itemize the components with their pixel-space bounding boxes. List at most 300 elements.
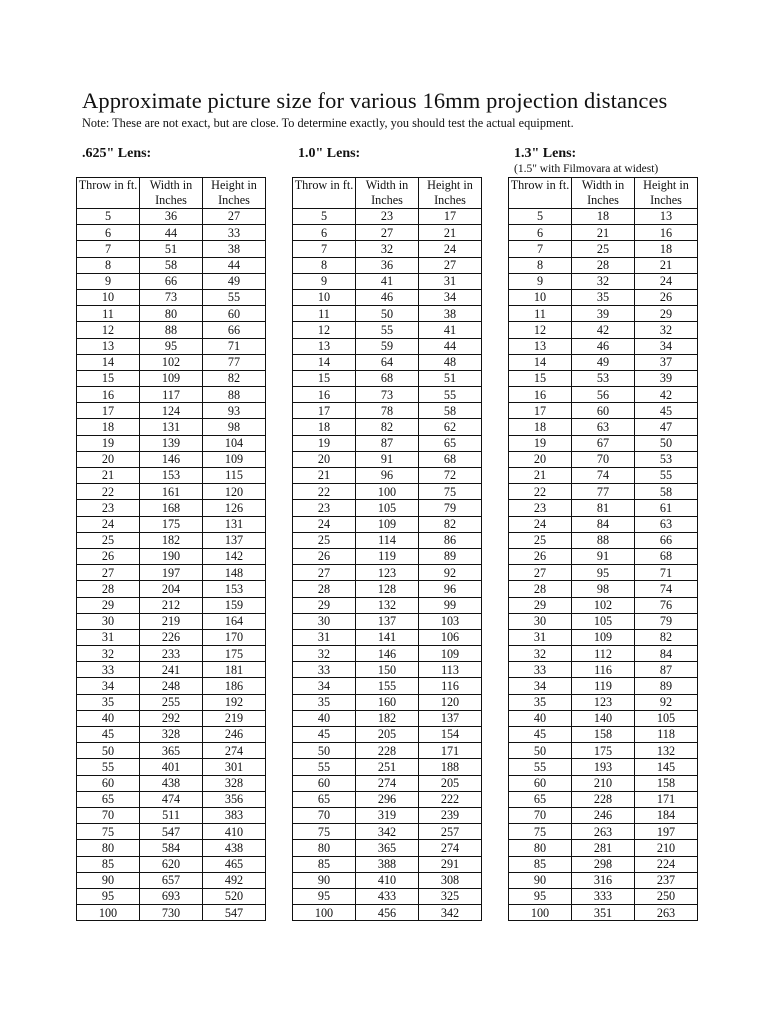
cell-width: 193 [572,759,635,775]
cell-width: 241 [140,662,203,678]
cell-throw: 55 [77,759,140,775]
cell-height: 186 [203,678,266,694]
cell-height: 188 [419,759,482,775]
table-row [293,888,482,904]
cell-width: 328 [140,727,203,743]
table-row [77,225,266,241]
cell-width: 160 [356,694,419,710]
cell-height: 26 [635,289,698,305]
lens-heading-13: 1.3" Lens: [514,146,577,161]
cell-throw: 80 [293,840,356,856]
table-row [509,856,698,872]
cell-width: 730 [140,905,203,921]
cell-throw: 19 [77,435,140,451]
cell-height: 137 [203,532,266,548]
cell-height: 171 [635,791,698,807]
cell-throw: 28 [509,581,572,597]
cell-throw: 24 [509,516,572,532]
cell-throw: 32 [509,646,572,662]
cell-width: 365 [356,840,419,856]
cell-height: 50 [635,435,698,451]
table-row [293,807,482,823]
cell-width: 46 [356,289,419,305]
table-row [509,532,698,548]
cell-throw: 85 [293,856,356,872]
cell-height: 224 [635,856,698,872]
cell-height: 171 [419,743,482,759]
cell-height: 547 [203,905,266,921]
table-row [509,888,698,904]
cell-width: 95 [572,565,635,581]
cell-width: 693 [140,888,203,904]
lens-heading-625: .625" Lens: [82,146,152,161]
cell-width: 84 [572,516,635,532]
table-row [77,840,266,856]
cell-height: 16 [635,225,698,241]
cell-height: 82 [635,629,698,645]
table-row [509,370,698,386]
cell-throw: 7 [293,241,356,257]
cell-width: 168 [140,500,203,516]
table-row [77,872,266,888]
cell-height: 132 [635,743,698,759]
cell-height: 410 [203,824,266,840]
cell-width: 657 [140,872,203,888]
cell-throw: 14 [509,354,572,370]
table-row [77,435,266,451]
table-row [77,581,266,597]
cell-height: 58 [635,484,698,500]
table-row [509,807,698,823]
table-row [509,629,698,645]
table-row [293,824,482,840]
cell-height: 41 [419,322,482,338]
cell-width: 333 [572,888,635,904]
lens-subheading-13: (1.5" with Filmovara at widest) [514,163,659,175]
table-row [509,516,698,532]
cell-width: 78 [356,403,419,419]
cell-throw: 23 [509,500,572,516]
cell-throw: 24 [77,516,140,532]
cell-width: 21 [572,225,635,241]
cell-throw: 22 [509,484,572,500]
cell-width: 128 [356,581,419,597]
cell-height: 118 [635,727,698,743]
cell-width: 263 [572,824,635,840]
table-row [77,354,266,370]
cell-height: 192 [203,694,266,710]
cell-throw: 65 [509,791,572,807]
cell-throw: 5 [293,209,356,225]
table-row [509,597,698,613]
cell-width: 95 [140,338,203,354]
table-row [509,387,698,403]
lens-table-10 [292,177,482,921]
cell-width: 88 [572,532,635,548]
cell-height: 98 [203,419,266,435]
cell-height: 38 [203,241,266,257]
cell-throw: 32 [77,646,140,662]
cell-throw: 75 [77,824,140,840]
cell-width: 109 [140,370,203,386]
cell-height: 274 [203,743,266,759]
cell-throw: 22 [293,484,356,500]
cell-throw: 9 [293,273,356,289]
cell-height: 55 [203,289,266,305]
table-row [509,872,698,888]
cell-height: 106 [419,629,482,645]
cell-throw: 34 [509,678,572,694]
cell-throw: 55 [509,759,572,775]
cell-throw: 16 [509,387,572,403]
cell-throw: 90 [77,872,140,888]
table-row [293,468,482,484]
cell-width: 56 [572,387,635,403]
cell-throw: 90 [509,872,572,888]
cell-throw: 6 [293,225,356,241]
cell-throw: 45 [293,727,356,743]
table-row [509,338,698,354]
table-row [509,468,698,484]
cell-width: 91 [572,548,635,564]
cell-height: 63 [635,516,698,532]
cell-width: 298 [572,856,635,872]
cell-height: 222 [419,791,482,807]
cell-throw: 30 [293,613,356,629]
table-row [293,338,482,354]
cell-width: 28 [572,257,635,273]
table-row [77,516,266,532]
cell-throw: 40 [509,710,572,726]
cell-width: 58 [140,257,203,273]
cell-throw: 34 [77,678,140,694]
cell-width: 98 [572,581,635,597]
cell-height: 44 [203,257,266,273]
cell-throw: 95 [509,888,572,904]
cell-height: 113 [419,662,482,678]
cell-throw: 34 [293,678,356,694]
table-row [77,791,266,807]
cell-width: 246 [572,807,635,823]
cell-throw: 75 [509,824,572,840]
table-row [509,209,698,225]
cell-width: 44 [140,225,203,241]
cell-width: 190 [140,548,203,564]
cell-height: 131 [203,516,266,532]
table-row [509,759,698,775]
cell-throw: 12 [293,322,356,338]
table-row [77,484,266,500]
cell-width: 119 [572,678,635,694]
table-row [77,565,266,581]
cell-height: 154 [419,727,482,743]
cell-throw: 14 [77,354,140,370]
cell-height: 126 [203,500,266,516]
cell-width: 316 [572,872,635,888]
cell-width: 342 [356,824,419,840]
table-row [293,370,482,386]
cell-throw: 35 [509,694,572,710]
cell-width: 139 [140,435,203,451]
table-row [509,694,698,710]
cell-width: 36 [140,209,203,225]
column-header-width: Width in Inches [356,178,419,209]
cell-height: 37 [635,354,698,370]
table-row [509,678,698,694]
cell-width: 100 [356,484,419,500]
cell-height: 29 [635,306,698,322]
cell-throw: 9 [77,273,140,289]
cell-throw: 15 [293,370,356,386]
cell-throw: 5 [77,209,140,225]
cell-height: 32 [635,322,698,338]
cell-height: 21 [635,257,698,273]
table-row [77,322,266,338]
cell-width: 74 [572,468,635,484]
cell-throw: 7 [509,241,572,257]
cell-width: 433 [356,888,419,904]
table-row [77,500,266,516]
cell-width: 226 [140,629,203,645]
cell-throw: 29 [293,597,356,613]
cell-width: 175 [140,516,203,532]
table-row [509,581,698,597]
cell-width: 131 [140,419,203,435]
table-row [77,257,266,273]
cell-throw: 33 [77,662,140,678]
cell-width: 158 [572,727,635,743]
cell-height: 49 [203,273,266,289]
cell-height: 342 [419,905,482,921]
cell-height: 51 [419,370,482,386]
cell-width: 205 [356,727,419,743]
cell-width: 233 [140,646,203,662]
table-row [293,678,482,694]
cell-throw: 27 [509,565,572,581]
cell-throw: 30 [77,613,140,629]
cell-throw: 24 [293,516,356,532]
cell-width: 67 [572,435,635,451]
cell-height: 291 [419,856,482,872]
table-row [77,419,266,435]
cell-width: 351 [572,905,635,921]
table-row [509,451,698,467]
cell-width: 66 [140,273,203,289]
cell-width: 53 [572,370,635,386]
cell-height: 61 [635,500,698,516]
cell-height: 31 [419,273,482,289]
cell-throw: 100 [293,905,356,921]
cell-throw: 32 [293,646,356,662]
cell-width: 27 [356,225,419,241]
cell-height: 184 [635,807,698,823]
cell-width: 146 [356,646,419,662]
table-row [293,710,482,726]
cell-height: 175 [203,646,266,662]
cell-throw: 17 [509,403,572,419]
table-row [77,548,266,564]
cell-throw: 70 [509,807,572,823]
table-row [509,322,698,338]
cell-width: 73 [356,387,419,403]
cell-width: 210 [572,775,635,791]
cell-height: 39 [635,370,698,386]
table-row [293,500,482,516]
cell-width: 296 [356,791,419,807]
cell-height: 45 [635,403,698,419]
cell-height: 153 [203,581,266,597]
cell-width: 140 [572,710,635,726]
cell-throw: 16 [77,387,140,403]
cell-throw: 8 [77,257,140,273]
table-row [77,759,266,775]
cell-height: 60 [203,306,266,322]
table-row [293,662,482,678]
cell-height: 109 [419,646,482,662]
cell-width: 112 [572,646,635,662]
cell-height: 84 [635,646,698,662]
cell-height: 274 [419,840,482,856]
cell-throw: 18 [293,419,356,435]
cell-height: 68 [419,451,482,467]
table-row [77,856,266,872]
cell-height: 219 [203,710,266,726]
cell-height: 82 [419,516,482,532]
table-row [509,613,698,629]
cell-width: 248 [140,678,203,694]
table-row [293,532,482,548]
cell-height: 53 [635,451,698,467]
table-row [293,516,482,532]
cell-throw: 29 [509,597,572,613]
cell-width: 620 [140,856,203,872]
cell-width: 77 [572,484,635,500]
cell-height: 170 [203,629,266,645]
cell-width: 68 [356,370,419,386]
table-row [77,710,266,726]
table-row [293,257,482,273]
cell-throw: 12 [77,322,140,338]
cell-throw: 20 [77,451,140,467]
cell-throw: 10 [77,289,140,305]
cell-width: 82 [356,419,419,435]
table-row [77,743,266,759]
cell-width: 36 [356,257,419,273]
cell-throw: 50 [293,743,356,759]
cell-throw: 45 [509,727,572,743]
cell-height: 89 [635,678,698,694]
table-row [509,225,698,241]
cell-throw: 20 [293,451,356,467]
table-row [293,451,482,467]
cell-width: 511 [140,807,203,823]
cell-height: 197 [635,824,698,840]
cell-width: 18 [572,209,635,225]
cell-throw: 75 [293,824,356,840]
table-row [77,888,266,904]
cell-throw: 11 [293,306,356,322]
cell-height: 148 [203,565,266,581]
cell-height: 104 [203,435,266,451]
cell-width: 182 [356,710,419,726]
cell-height: 82 [203,370,266,386]
table-row [293,322,482,338]
cell-width: 155 [356,678,419,694]
cell-height: 120 [419,694,482,710]
column-header-height: Height in Inches [419,178,482,209]
cell-height: 27 [419,257,482,273]
cell-throw: 5 [509,209,572,225]
table-row [77,727,266,743]
cell-throw: 55 [293,759,356,775]
table-row [293,403,482,419]
table-row [77,905,266,921]
table-row [509,548,698,564]
table-row [77,646,266,662]
cell-width: 204 [140,581,203,597]
cell-width: 102 [572,597,635,613]
cell-throw: 45 [77,727,140,743]
table-row [293,289,482,305]
cell-height: 68 [635,548,698,564]
cell-width: 255 [140,694,203,710]
cell-throw: 25 [293,532,356,548]
cell-height: 34 [635,338,698,354]
cell-width: 146 [140,451,203,467]
cell-width: 228 [572,791,635,807]
cell-throw: 29 [77,597,140,613]
cell-width: 438 [140,775,203,791]
cell-width: 32 [356,241,419,257]
table-row [509,710,698,726]
table-row [509,419,698,435]
page-title: Approximate picture size for various 16mm projection distances [82,88,668,113]
cell-width: 141 [356,629,419,645]
cell-height: 58 [419,403,482,419]
table-row [293,209,482,225]
table-row [509,743,698,759]
table-row [293,225,482,241]
cell-width: 109 [356,516,419,532]
cell-throw: 19 [509,435,572,451]
column-header-throw: Throw in ft. [77,178,140,209]
cell-height: 65 [419,435,482,451]
table-row [293,646,482,662]
cell-throw: 35 [293,694,356,710]
table-row [509,403,698,419]
cell-height: 115 [203,468,266,484]
cell-height: 237 [635,872,698,888]
cell-throw: 31 [509,629,572,645]
cell-height: 27 [203,209,266,225]
cell-width: 63 [572,419,635,435]
cell-height: 13 [635,209,698,225]
cell-width: 161 [140,484,203,500]
cell-throw: 7 [77,241,140,257]
cell-throw: 60 [77,775,140,791]
cell-height: 465 [203,856,266,872]
cell-height: 38 [419,306,482,322]
cell-width: 80 [140,306,203,322]
cell-height: 89 [419,548,482,564]
cell-throw: 16 [293,387,356,403]
cell-height: 520 [203,888,266,904]
cell-width: 55 [356,322,419,338]
cell-height: 438 [203,840,266,856]
table-row [509,354,698,370]
lens-heading-10: 1.0" Lens: [298,146,361,161]
cell-width: 474 [140,791,203,807]
